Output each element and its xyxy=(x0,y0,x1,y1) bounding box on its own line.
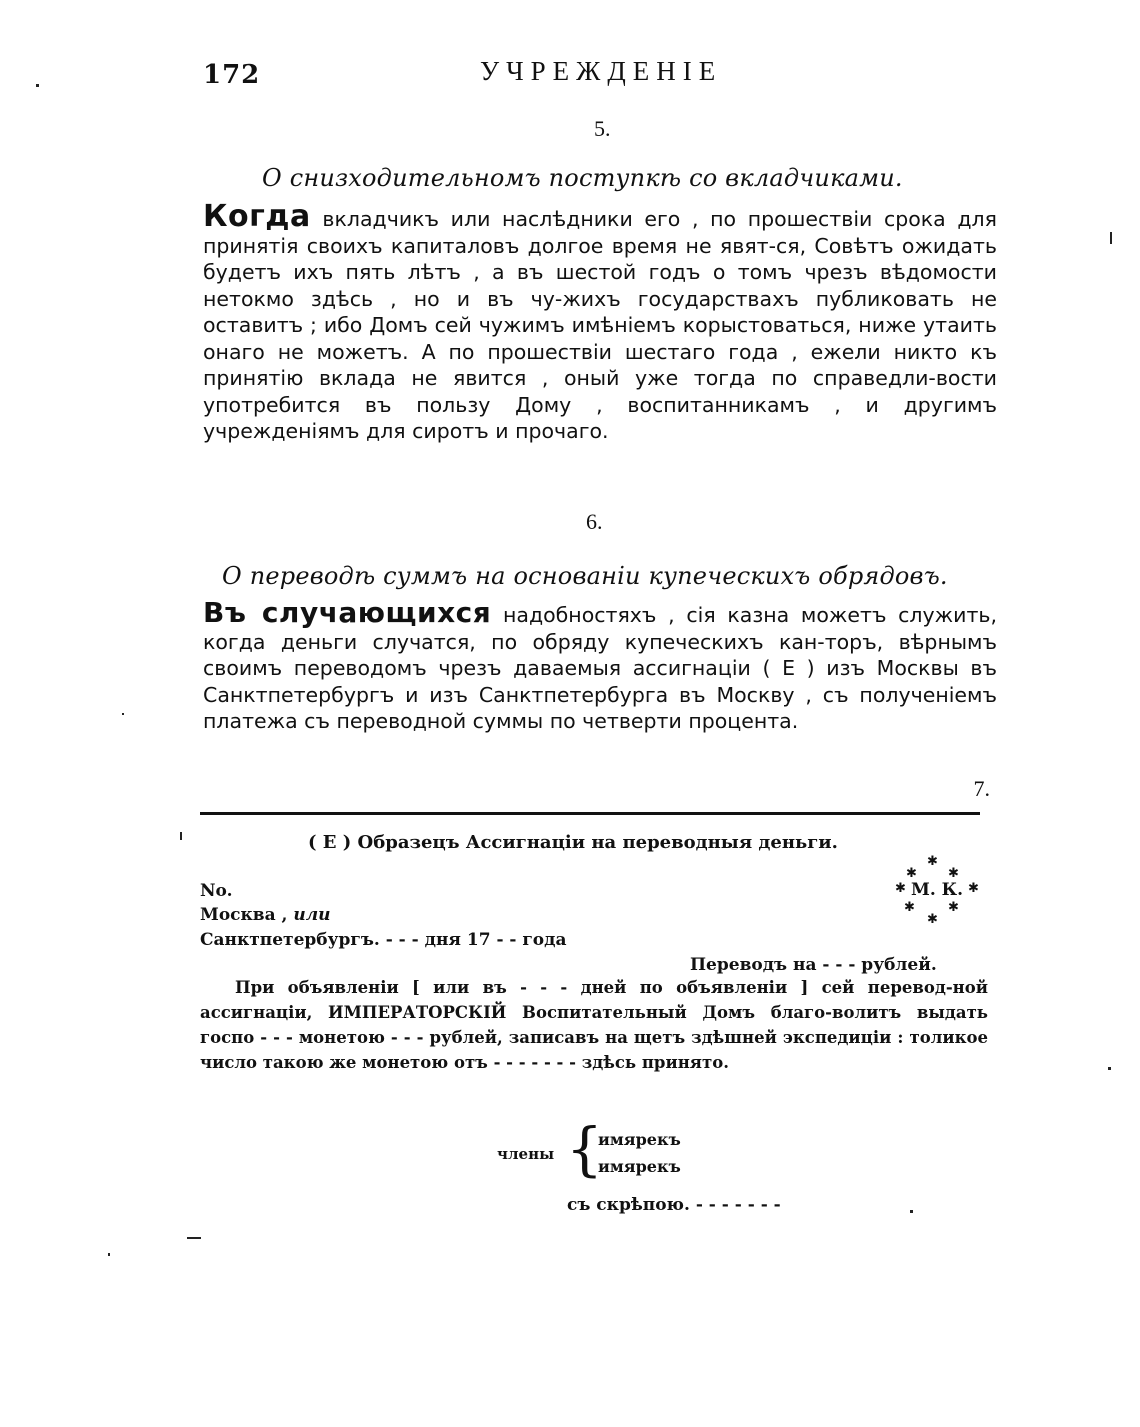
section-5-title: О снизходительномъ поступкѣ со вкладчиками. xyxy=(262,164,903,192)
section-5-lead-word: Когда xyxy=(203,199,311,234)
running-head: УЧРЕЖДЕНІЕ xyxy=(480,56,723,86)
curly-brace-icon: { xyxy=(566,1115,603,1183)
scan-speck xyxy=(108,1253,110,1256)
footnote-transfer-line: Переводъ на - - - рублей. xyxy=(690,955,937,975)
scan-speck xyxy=(1108,1067,1111,1070)
section-6-lead-words: Въ случающихся xyxy=(203,596,492,629)
section-6-text: надобностяхъ , сія казна можетъ служить, когда деньги случатся, по обряду купеческихъ кан-торъ, вѣрнымъ своимъ переводомъ чрезъ даваемыя ассигнаціи ( Е ) изъ Москвы въ Санктпетербургъ и изъ Санктпетербурга въ Москву , съ полученіемъ платежа съ переводной суммы по четверти процента. xyxy=(203,603,997,733)
scan-speck xyxy=(180,832,182,840)
seal-text: М. К. xyxy=(911,880,964,900)
footnote-rule xyxy=(200,812,980,815)
scan-speck xyxy=(36,84,39,87)
section-6-paragraph xyxy=(203,596,997,735)
seal-star-icon: ✱ xyxy=(948,866,959,881)
seal-star-icon: ✱ xyxy=(948,900,959,915)
seal-star-icon: ✱ xyxy=(906,866,917,881)
section-6-number: 6. xyxy=(586,509,603,534)
footnote-member-2: имярекъ xyxy=(598,1157,681,1176)
seal-star-icon: ✱ xyxy=(927,854,938,869)
footnote-moskva-line xyxy=(200,905,331,925)
seal-star-icon: ✱ xyxy=(904,900,915,915)
seal-star-icon: ✱ xyxy=(895,881,906,896)
footnote-moskva: Москва , xyxy=(200,905,288,925)
catchword: 7. xyxy=(973,776,990,801)
scan-speck xyxy=(1110,232,1112,244)
footnote-body: При объявленіи [ или въ - - - дней по объявленіи ] сей перевод-ной ассигнаціи, ИМПЕРАТОРСКІЙ Воспитательный Домъ благо-волитъ выдать госпо - - - монетою - - - рублей, записавъ на щетъ здѣшней экспедиціи : толикое число такою же монетою отъ - - - - - - - здѣсь принято. xyxy=(200,978,988,1072)
footnote-number-label: No. xyxy=(200,881,233,901)
footnote-members-label: члены xyxy=(497,1145,555,1163)
section-6-title: О переводѣ суммъ на основаніи купеческихъ обрядовъ. xyxy=(222,562,948,590)
seal-star-icon: ✱ xyxy=(968,881,979,896)
section-5-text: вкладчикъ или наслѣдники его , по прошествіи срока для принятія своихъ капиталовъ долгое время не явят-ся, Совѣтъ ожидать будетъ ихъ пять лѣтъ , а въ шестой годъ о томъ чрезъ вѣдомости нетокмо здѣсь , но и въ чу-жихъ государствахъ публиковать не оставитъ ; ибо Домъ сей чужимъ имѣніемъ корыстоваться, ниже утаить онаго не можетъ. А по прошествіи шестаго года , ежели никто къ принятію вклада не явится , оный уже тогда по справедли-вости употребится въ пользу Дому , воспитанникамъ , и другимъ учрежденіямъ для сиротъ и прочаго. xyxy=(203,207,997,443)
scan-speck xyxy=(187,1237,201,1239)
footnote-ili: или xyxy=(293,905,331,925)
section-5-number: 5. xyxy=(594,116,611,141)
footnote-spb-line: Санктпетербургъ. - - - дня 17 - - года xyxy=(200,930,567,950)
footnote-attestation: съ скрѣпою. - - - - - - - xyxy=(567,1195,781,1215)
footnote-member-1: имярекъ xyxy=(598,1130,681,1149)
page-number: 172 xyxy=(203,60,261,90)
footnote-title: ( Е ) Образецъ Ассигнаціи на переводныя деньги. xyxy=(308,832,838,853)
section-5-paragraph xyxy=(203,199,997,445)
scan-speck xyxy=(122,713,124,715)
seal xyxy=(892,855,982,925)
scan-speck xyxy=(910,1210,913,1213)
seal-star-icon: ✱ xyxy=(927,912,938,927)
